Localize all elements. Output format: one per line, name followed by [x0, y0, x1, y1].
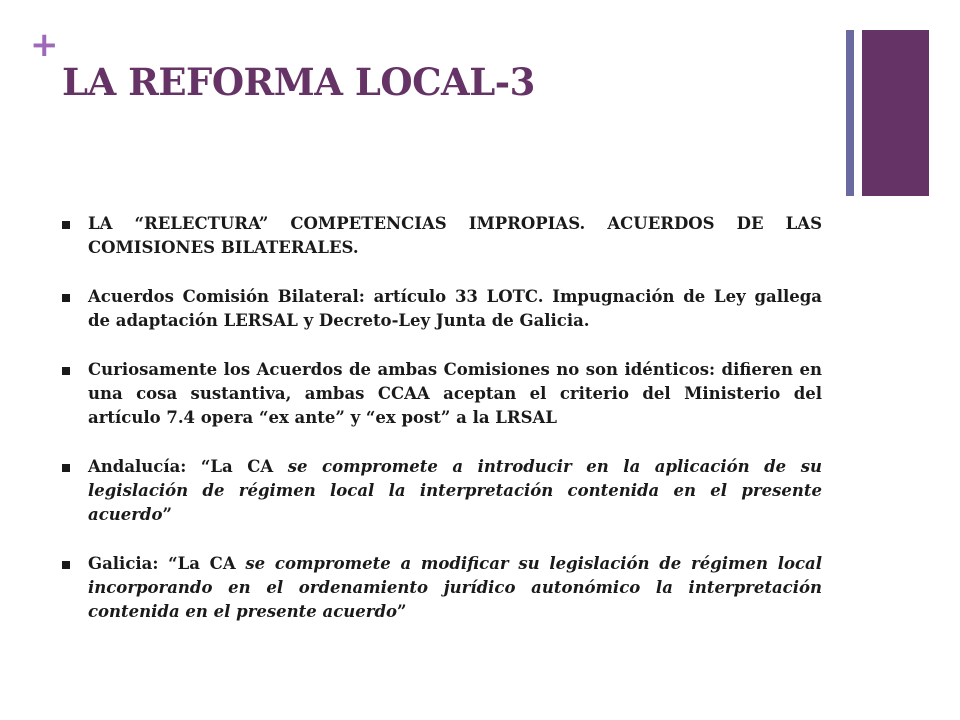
bullet-square-icon — [62, 464, 70, 472]
bullet-suffix: ” — [397, 602, 407, 621]
bullet-item-galicia — [62, 552, 822, 624]
bullet-item-relectura — [62, 212, 822, 260]
bullet-prefix: Galicia: “La CA — [88, 554, 246, 573]
slide-title: LA REFORMA LOCAL-3 — [62, 60, 535, 104]
bullet-text: Curiosamente los Acuerdos de ambas Comisiones no son idénticos: difieren en una cosa sustantiva, ambas CCAA aceptan el criterio del Ministerio del artículo 7.4 opera “ex ante” y “ex post” a la LRSAL — [88, 360, 822, 427]
bullet-square-icon — [62, 221, 70, 229]
bullet-text: LA “RELECTURA” COMPETENCIAS IMPROPIAS. ACUERDOS DE LAS COMISIONES BILATERALES. — [88, 214, 822, 257]
bullet-item-curiosamente — [62, 358, 822, 430]
bullet-list — [62, 212, 822, 649]
bullet-italic-quote: se compromete a modificar su legislación de régimen local incorporando en el ordenamiento jurídico autonómico la interpretación contenida en el presente acuerdo — [88, 554, 823, 621]
bullet-prefix: Andalucía: “La CA — [88, 457, 288, 476]
bullet-suffix: ” — [162, 505, 172, 524]
bullet-text — [88, 455, 822, 527]
bullet-square-icon — [62, 294, 70, 302]
bullet-text: Acuerdos Comisión Bilateral: artículo 33 LOTC. Impugnación de Ley gallega de adaptación LERSAL y Decreto-Ley Junta de Galicia. — [88, 287, 822, 330]
plus-icon: + — [30, 25, 59, 65]
bullet-square-icon — [62, 561, 70, 569]
bullet-item-andalucia — [62, 455, 822, 527]
bullet-item-comision-bilateral — [62, 285, 822, 333]
decorative-bar-thin — [846, 30, 854, 196]
decorative-bar-thick — [862, 30, 929, 196]
bullet-text — [88, 552, 822, 624]
bullet-square-icon — [62, 367, 70, 375]
bullet-italic-quote: se compromete a introducir en la aplicación de su legislación de régimen local la interpretación contenida en el presente acuerdo — [88, 457, 822, 524]
